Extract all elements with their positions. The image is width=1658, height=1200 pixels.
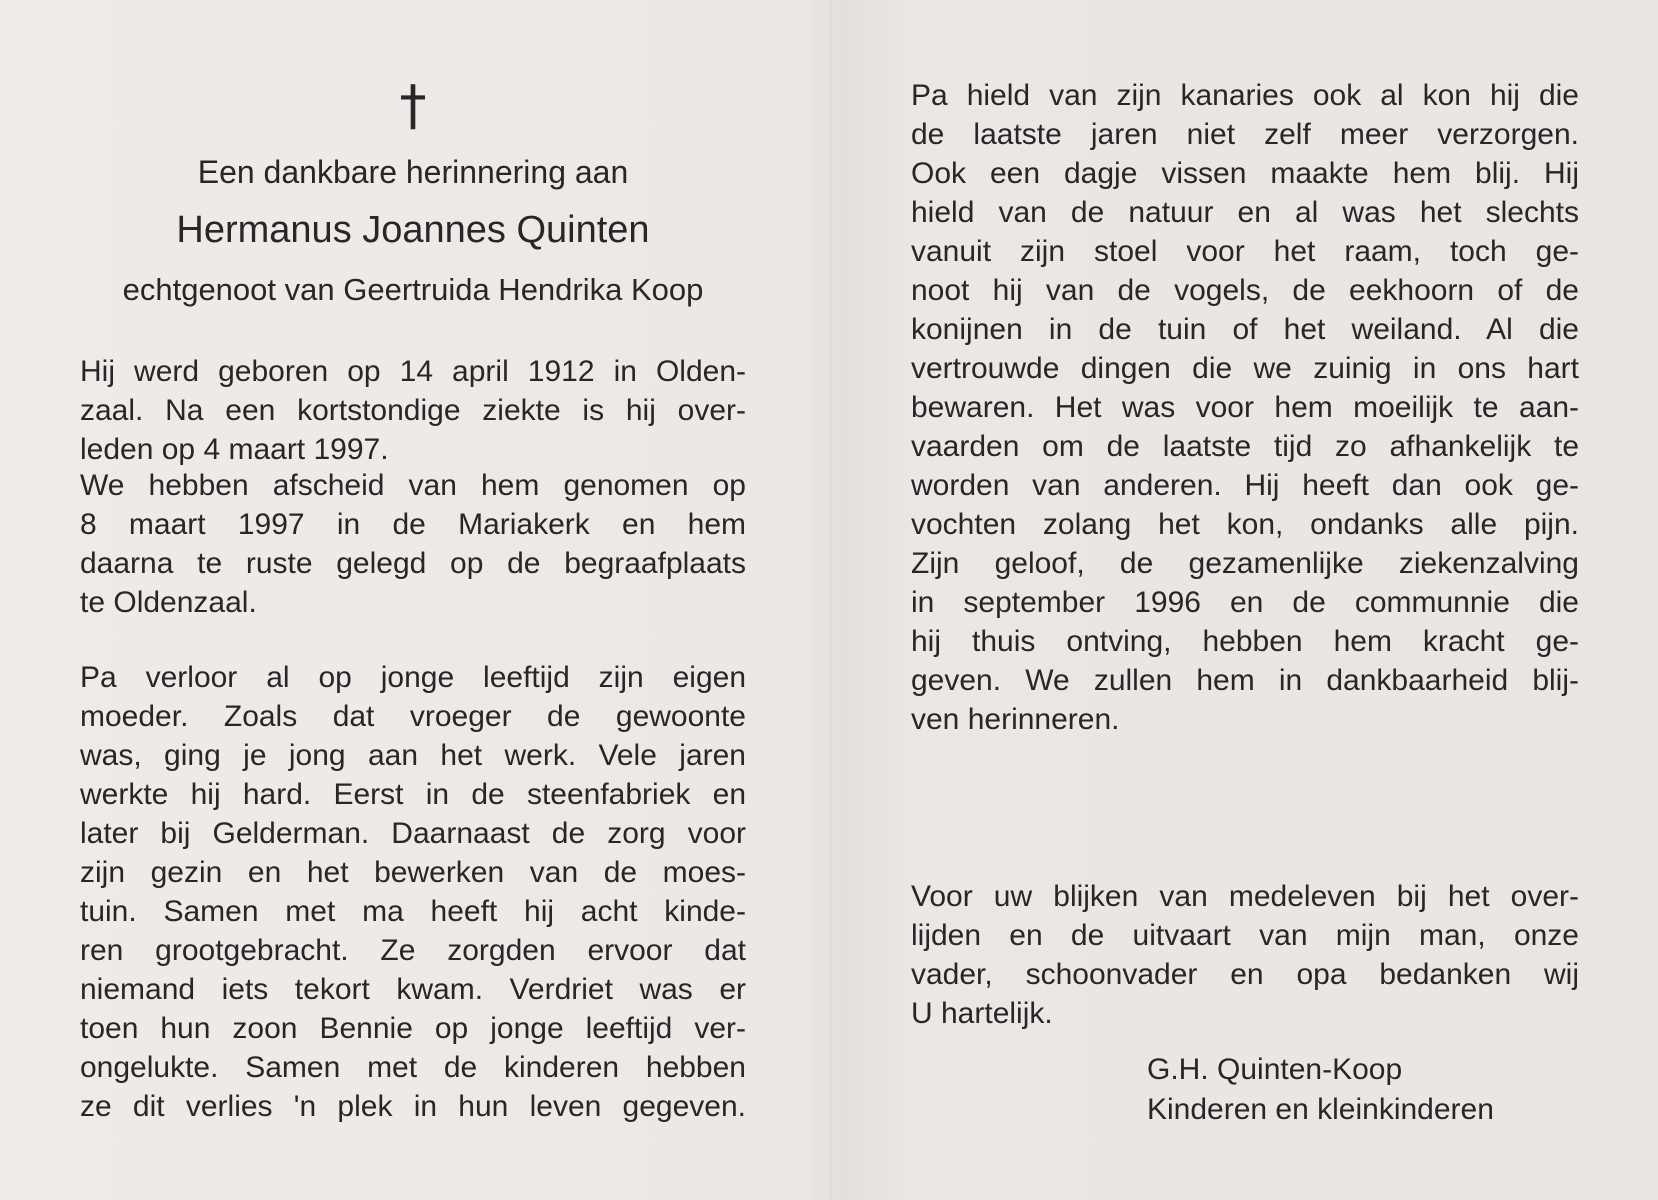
text-line: bewaren. Het was voor hem moeilijk te aan-	[911, 391, 1579, 424]
text-line: Pa hield van zijn kanaries ook al kon hij die	[911, 79, 1579, 112]
text-line: de laatste jaren niet zelf meer verzorgen.	[911, 118, 1579, 151]
text-line: niemand iets tekort kwam. Verdriet was er	[80, 973, 746, 1006]
text-line: geven. We zullen hem in dankbaarheid blij-	[911, 664, 1579, 697]
signature-block	[1147, 1050, 1567, 1130]
text-line: zaal. Na een kortstondige ziekte is hij over-	[80, 394, 746, 427]
hobbies-paragraph	[911, 76, 1579, 739]
card-subtitle: Een dankbare herinnering aan	[197, 154, 629, 190]
spouse-line: echtgenoot van Geertruida Hendrika Koop	[122, 272, 704, 307]
text-line: ren grootgebracht. Ze zorgden ervoor dat	[80, 934, 746, 967]
life-story-paragraph	[80, 658, 746, 1126]
text-line: tuin. Samen met ma heeft hij acht kinde-	[80, 895, 746, 928]
text-line: worden van anderen. Hij heeft dan ook ge-	[911, 469, 1579, 502]
text-line: moeder. Zoals dat vroeger de gewoonte	[80, 700, 746, 733]
text-line: in september 1996 en de communnie die	[911, 586, 1579, 619]
funeral-paragraph	[80, 466, 746, 622]
text-line: U hartelijk.	[911, 997, 1053, 1030]
text-line: leden op 4 maart 1997.	[80, 433, 389, 466]
text-line: werkte hij hard. Eerst in de steenfabriek en	[80, 778, 746, 811]
text-line: vochten zolang het kon, ondanks alle pijn.	[911, 508, 1579, 541]
text-line: ze dit verlies 'n plek in hun leven gegeven.	[80, 1090, 746, 1123]
text-line: te Oldenzaal.	[80, 586, 257, 619]
left-panel	[80, 0, 746, 1200]
text-line: vertrouwde dingen die we zuinig in ons hart	[911, 352, 1579, 385]
text-line: 8 maart 1997 in de Mariakerk en hem	[80, 508, 746, 541]
text-line: was, ging je jong aan het werk. Vele jaren	[80, 739, 746, 772]
birth-death-paragraph	[80, 352, 746, 469]
text-line: Voor uw blijken van medeleven bij het over-	[911, 880, 1579, 913]
thanks-paragraph	[911, 877, 1579, 1033]
text-line: hij thuis ontving, hebben hem kracht ge-	[911, 625, 1579, 658]
text-line: We hebben afscheid van hem genomen op	[80, 469, 746, 502]
text-line: ongelukte. Samen met de kinderen hebben	[80, 1051, 746, 1084]
text-line: zijn gezin en het bewerken van de moes-	[80, 856, 746, 889]
text-line: daarna te ruste gelegd op de begraafplaats	[80, 547, 746, 580]
text-line: konijnen in de tuin of het weiland. Al die	[911, 313, 1579, 346]
text-line: toen hun zoon Bennie op jonge leeftijd ver-	[80, 1012, 746, 1045]
text-line: vanuit zijn stoel voor het raam, toch ge-	[911, 235, 1579, 268]
text-line: ven herinneren.	[911, 703, 1120, 736]
text-line: hield van de natuur en al was het slechts	[911, 196, 1579, 229]
text-line: Pa verloor al op jonge leeftijd zijn eigen	[80, 661, 746, 694]
right-panel	[911, 0, 1579, 1200]
deceased-name: Hermanus Joannes Quinten	[176, 209, 650, 251]
text-line: lijden en de uitvaart van mijn man, onze	[911, 919, 1579, 952]
text-line: vaarden om de laatste tijd zo afhankelijk te	[911, 430, 1579, 463]
text-line: Zijn geloof, de gezamenlijke ziekenzalving	[911, 547, 1579, 580]
cross-icon: †	[399, 74, 427, 137]
text-line: Hij werd geboren op 14 april 1912 in Olden-	[80, 355, 746, 388]
text-line: Ook een dagje vissen maakte hem blij. Hij	[911, 157, 1579, 190]
text-line: noot hij van de vogels, de eekhoorn of de	[911, 274, 1579, 307]
text-line: later bij Gelderman. Daarnaast de zorg voor	[80, 817, 746, 850]
signature-family: Kinderen en kleinkinderen	[1147, 1093, 1494, 1126]
signature-name: G.H. Quinten-Koop	[1147, 1053, 1403, 1086]
text-line: vader, schoonvader en opa bedanken wij	[911, 958, 1579, 991]
card-fold	[829, 0, 833, 1200]
